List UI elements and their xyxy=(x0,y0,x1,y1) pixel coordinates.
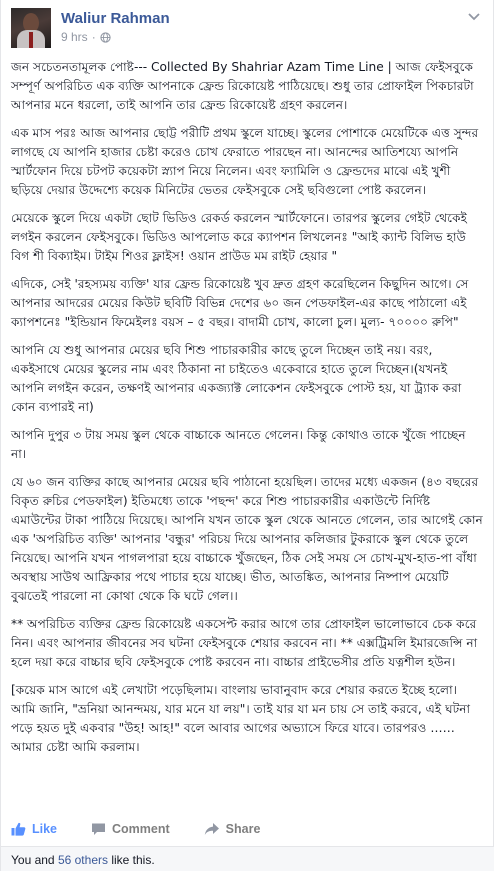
post-time[interactable]: 9 hrs xyxy=(61,30,88,44)
likes-others-link[interactable]: 56 others xyxy=(57,853,108,867)
avatar-tie xyxy=(29,32,33,48)
share-icon xyxy=(204,822,220,836)
post-meta xyxy=(61,30,111,44)
post-actions xyxy=(11,817,483,841)
post-paragraph-3: মেয়েকে স্কুলে দিয়ে একটা ছোট ভিডিও রেকর্ড করলেন স্মার্টফোনে। তারপর স্কুলের গেইট থেকেই লগইন করলেন ফেইসবুকে। ভিডিও আপলোড করে ক্যাপশন লিখলেনঃ "আই ক্যান্ট বিলিভ হাউ বিগ শী বিক্যাইম। টাইম শিওর ফ্লাইস! ওয়ান প্রাউড মম রাইট হেয়ার " xyxy=(11,211,467,263)
share-button[interactable] xyxy=(204,822,261,836)
like-button[interactable] xyxy=(11,822,57,836)
chevron-down-icon[interactable] xyxy=(467,12,481,22)
post-paragraph-4: এদিকে, সেই 'রহস্যময় ব্যক্তি' যার ফ্রেন্ড রিকোয়েষ্ট খুব দ্রুত গ্রহণ করেছিলেন কিছুদিন আগে। সে আপনার আদরের মেয়ের কিউট ছবিটি বিভিন্ন দেশের ৬০ জন পেডফাইল-এর কাছে পাঠালো এই ক্যাপশনেঃ "ইন্ডিয়ান ফিমেইলঃ বয়স – ৫ বছর। বাদামী চোখ, কালো চুল। মুল্য- ৭০০০০ রুপি" xyxy=(11,277,469,329)
post-paragraph-2: এক মাস পরঃ আজ আপনার ছোট্ট পরীটি প্রথম স্কুলে যাচ্ছে। স্কুলের পোশাকে মেয়েটিকে এত্ত সুন্দর লাগছে যে আপনি হাজার চেষ্টা করেও চোখ ফেরাতে পারছেন না। আনন্দের আতিশয্যে আপনি স্মার্টফোন দিয়ে চটপট কয়েকটা স্ন্যাপ নিয়ে নিলেন। এবং ফ্যামিলি ও ফ্রেন্ডদের মাঝে এই খুশী ছড়িয়ে দেয়ার উদ্দেশ্যে কয়েক মিনিটের ভেতর ফেইসবুকে সেই ছবিগুলো পোষ্ট করলেন। xyxy=(11,126,479,197)
comment-button[interactable] xyxy=(91,822,170,836)
share-label: Share xyxy=(225,822,261,836)
meta-separator: · xyxy=(91,30,96,44)
post-paragraph-1: জন সচেতনতামূলক পোষ্ট--- Collected By Shahriar Azam Time Line | আজ ফেইসবুকে সম্পূর্ণ অপরিচিত এক ব্যক্তি আপনাকে ফ্রেন্ড রিকোয়েষ্ট পাঠিয়েছে। শুধু তার প্রোফাইল পিকচারটা আপনার মনে ধরলো, তাই আপনি তার ফ্রেন্ড রিকোয়েষ্ট গ্রহণ করলেন। xyxy=(11,60,474,112)
post-paragraph-5: আপনি যে শুধু আপনার মেয়ের ছবি শিশু পাচারকারীর কাছে তুলে দিচ্ছেন তাই নয়। বরং, একইসাথে মেয়ের স্কুলের নাম এবং ঠিকানা না চাইতেও একেবারে হাতে তুলে দিচ্ছেন।(যখনই আপনি লগইন করেন, তক্ষণই আপনার একজ্যাক্ট লোকেশন ফেইসবুকে পোস্ট হয়, যা ট্র্যাক করা কোন ব্যপারই না) xyxy=(11,343,462,414)
post-header xyxy=(11,8,481,48)
likes-prefix: You and xyxy=(11,853,58,867)
thumbs-up-icon xyxy=(11,822,26,836)
comment-icon xyxy=(91,822,106,836)
post-paragraph-9: [কয়েক মাস আগে এই লেখাটা পড়েছিলাম। বাংলায় ভাবানুবাদ করে শেয়ার করতে ইচ্ছে হলো। আমি জানি, "ভ্রনিয়া আনন্দময়, যার মনে যা লয়"। তাই যার যা মন চায় সে তাই করবে, এই ঘটনা পড়ে হয়ত দুই একবার "উহ! আহ!" বলে আবার আগের অভ্যাসে ফিরে যাবে। তারপরও …… আমার চেষ্টা আমি করলাম। xyxy=(11,683,471,754)
post-paragraph-6: আপনি দুপুর ৩ টায় সময় স্কুল থেকে বাচ্চাকে আনতে গেলেন। কিন্তু কোথাও তাকে খুঁজে পাচ্ছেন না। xyxy=(11,428,466,461)
like-label: Like xyxy=(32,822,58,836)
globe-icon[interactable] xyxy=(100,32,111,43)
likes-suffix: like this. xyxy=(108,853,155,867)
post-content xyxy=(11,58,483,766)
post-paragraph-7: যে ৬০ জন ব্যক্তির কাছে আপনার মেয়ের ছবি পাঠানো হয়েছিল। তাদের মধ্যে একজন (৪৩ বছরের বিকৃত রুচির পেডফাইল) ইতিমধ্যে তাকে 'পছন্দ' করে শিশু পাচারকারীর একাউন্টে নির্দিষ্ট এমাউন্টের টাকা পাঠিয়ে দিয়েছে। আপনি যখন তাকে স্কুল থেকে আনতে গেলেন, তার আগেই কোন এক 'অপরিচিত ব্যক্তি' আপনার 'বন্ধুর' পরিচয় দিয়ে আপনার কলিজার টুকরাকে স্কুল থেকে তুলে নিয়েছে। আপনি যখন পাগলপারা হয়ে বাচ্চাকে খুঁজছেন, ঠিক সেই সময় সে চোখ-মুখ-হাত-পা বাঁধা অবস্থায় সাউথ আফ্রিকার পথে পাচার হয়ে যাচ্ছে। ভীত, আতঙ্কিত, আপনার নিষ্পাপ মেয়েটি বুঝতেই পারলো না কোথা থেকে কি ঘটে গেল।। xyxy=(11,475,483,603)
avatar[interactable] xyxy=(11,8,51,48)
comment-label: Comment xyxy=(112,822,170,836)
author-name[interactable]: Waliur Rahman xyxy=(61,10,170,27)
likes-summary xyxy=(1,847,494,871)
post-paragraph-8: ** অপরিচিত ব্যক্তির ফ্রেন্ড রিকোয়েষ্ট একসেপ্ট করার আগে তার প্রোফাইল ভালোভাবে চেক করে নিন। এবং আপনার জীবনের সব ঘটনা ফেইসবুকে শেয়ার করবেন না। ** এক্সট্রিমলি ইমারজেন্সি না হলে দয়া করে বাচ্চার ছবি ফেইসবুকে পোষ্ট করবেন না। বাচ্চার প্রাইভেসীর প্রতি যত্নশীল হউন। xyxy=(11,617,478,669)
